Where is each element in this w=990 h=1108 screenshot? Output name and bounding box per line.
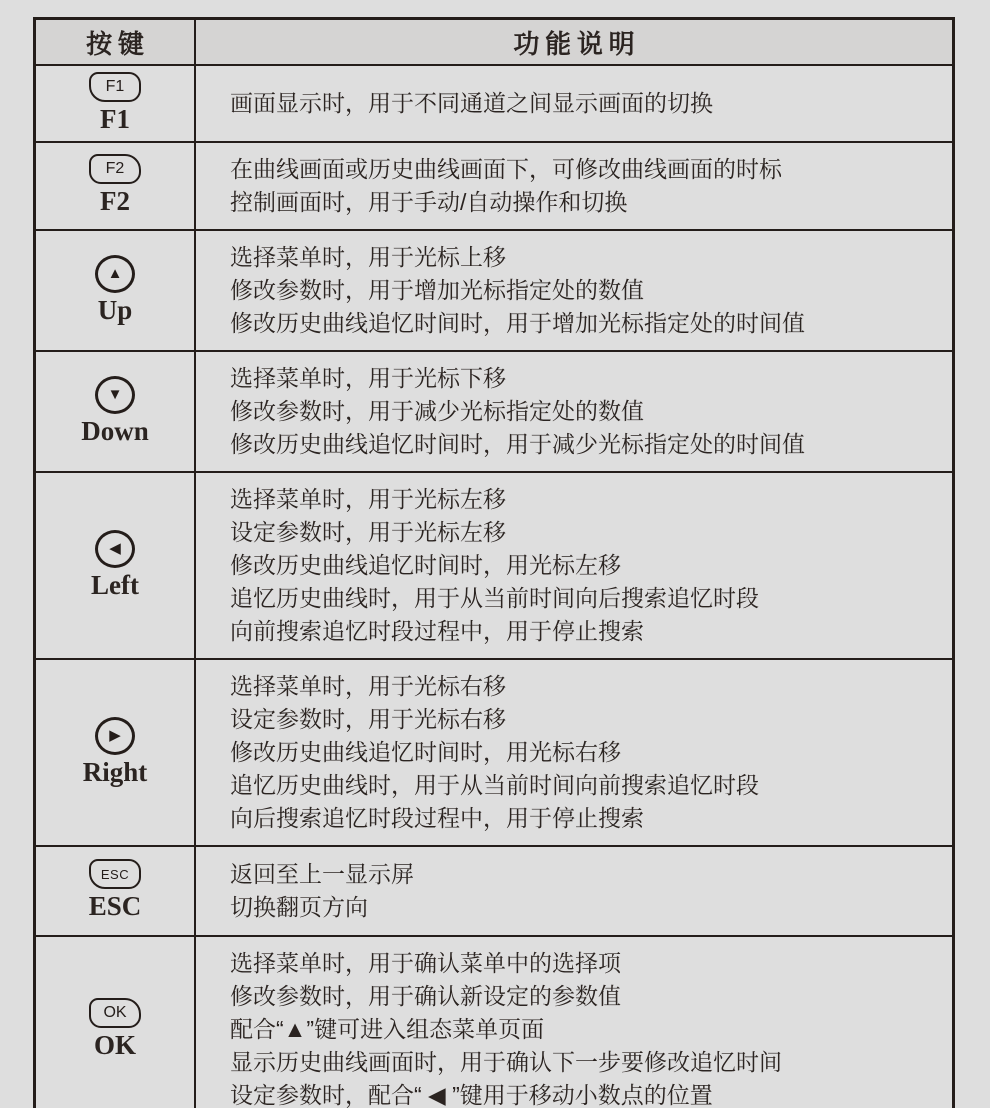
desc-line: 设定参数时，用于光标左移 <box>230 518 506 545</box>
desc-line: 设定参数时，配合“ ◀ ”键用于移动小数点的位置 <box>230 1081 713 1108</box>
key-cell-down <box>36 352 196 471</box>
desc-line: 选择菜单时，用于光标右移 <box>230 672 506 699</box>
key-label-down: Down <box>81 415 149 446</box>
desc-line: 修改参数时，用于减少光标指定处的数值 <box>230 397 644 424</box>
f1-keycap-icon: F1 <box>89 72 141 102</box>
desc-line: 向后搜索追忆时段过程中，用于停止搜索 <box>230 804 644 831</box>
desc-line: 配合“▲”键可进入组态菜单页面 <box>230 1015 545 1042</box>
left-arrow-icon: ◀ <box>95 530 135 568</box>
table-row-up <box>36 229 952 350</box>
desc-cell-left <box>196 473 952 658</box>
key-cell-right <box>36 660 196 845</box>
key-label-left: Left <box>91 569 139 600</box>
key-label-f1: F1 <box>100 104 130 134</box>
desc-line: 选择菜单时，用于光标下移 <box>230 364 506 391</box>
key-cell-f2 <box>36 143 196 229</box>
desc-cell-down <box>196 352 952 471</box>
desc-cell-right <box>196 660 952 845</box>
desc-line: 追忆历史曲线时，用于从当前时间向后搜索追忆时段 <box>230 584 759 611</box>
esc-keycap-icon: ESC <box>89 859 141 889</box>
table-row-f1 <box>36 64 952 141</box>
desc-cell-f1 <box>196 66 952 141</box>
desc-line: 修改历史曲线追忆时间时，用于减少光标指定处的时间值 <box>230 430 805 457</box>
key-label-up: Up <box>97 294 133 325</box>
desc-line: 追忆历史曲线时，用于从当前时间向前搜索追忆时段 <box>230 771 759 798</box>
header-key-column: 按键 <box>36 20 196 64</box>
right-arrow-icon: ▶ <box>95 717 135 755</box>
desc-line: 切换翻页方向 <box>230 893 368 920</box>
desc-line: 在曲线画面或历史曲线画面下，可修改曲线画面的时标 <box>230 155 782 182</box>
key-label-f2: F2 <box>100 186 130 217</box>
f2-keycap-icon: F2 <box>89 154 141 184</box>
up-arrow-icon: ▲ <box>95 255 135 293</box>
desc-line: 修改历史曲线追忆时间时，用光标右移 <box>230 738 621 765</box>
key-cell-up <box>36 231 196 350</box>
desc-cell-ok <box>196 937 952 1108</box>
desc-line: 画面显示时，用于不同通道之间显示画面的切换 <box>230 89 713 116</box>
table-row-esc <box>36 845 952 935</box>
key-label-esc: ESC <box>88 891 142 922</box>
key-cell-esc <box>36 847 196 935</box>
table-header-row <box>36 20 952 64</box>
key-cell-left <box>36 473 196 658</box>
table-row-left <box>36 471 952 658</box>
key-label-right: Right <box>82 756 148 787</box>
key-cell-ok <box>36 937 196 1108</box>
desc-cell-up <box>196 231 952 350</box>
ok-keycap-icon: OK <box>89 998 141 1028</box>
desc-cell-esc <box>196 847 952 935</box>
key-function-table <box>33 17 955 1108</box>
desc-line: 选择菜单时，用于光标左移 <box>230 485 506 512</box>
table-row-down <box>36 350 952 471</box>
desc-line: 返回至上一显示屏 <box>230 860 414 887</box>
desc-line: 修改参数时，用于增加光标指定处的数值 <box>230 276 644 303</box>
key-label-ok: OK <box>93 1029 136 1060</box>
key-cell-f1 <box>36 66 196 141</box>
desc-line: 控制画面时，用于手动/自动操作和切换 <box>230 188 628 215</box>
desc-line: 选择菜单时，用于光标上移 <box>230 243 506 270</box>
desc-line: 修改历史曲线追忆时间时，用光标左移 <box>230 551 621 578</box>
desc-line: 修改历史曲线追忆时间时，用于增加光标指定处的时间值 <box>230 309 805 336</box>
desc-line: 向前搜索追忆时段过程中，用于停止搜索 <box>230 617 644 644</box>
desc-line: 显示历史曲线画面时，用于确认下一步要修改追忆时间 <box>230 1048 782 1075</box>
desc-line: 设定参数时，用于光标右移 <box>230 705 506 732</box>
down-arrow-icon: ▼ <box>95 376 135 414</box>
table-row-right <box>36 658 952 845</box>
table-row-f2 <box>36 141 952 229</box>
desc-line: 修改参数时，用于确认新设定的参数值 <box>230 982 621 1009</box>
desc-cell-f2 <box>196 143 952 229</box>
header-function-column: 功能说明 <box>513 28 641 59</box>
table-row-ok <box>36 935 952 1108</box>
desc-line: 选择菜单时，用于确认菜单中的选择项 <box>230 949 621 976</box>
